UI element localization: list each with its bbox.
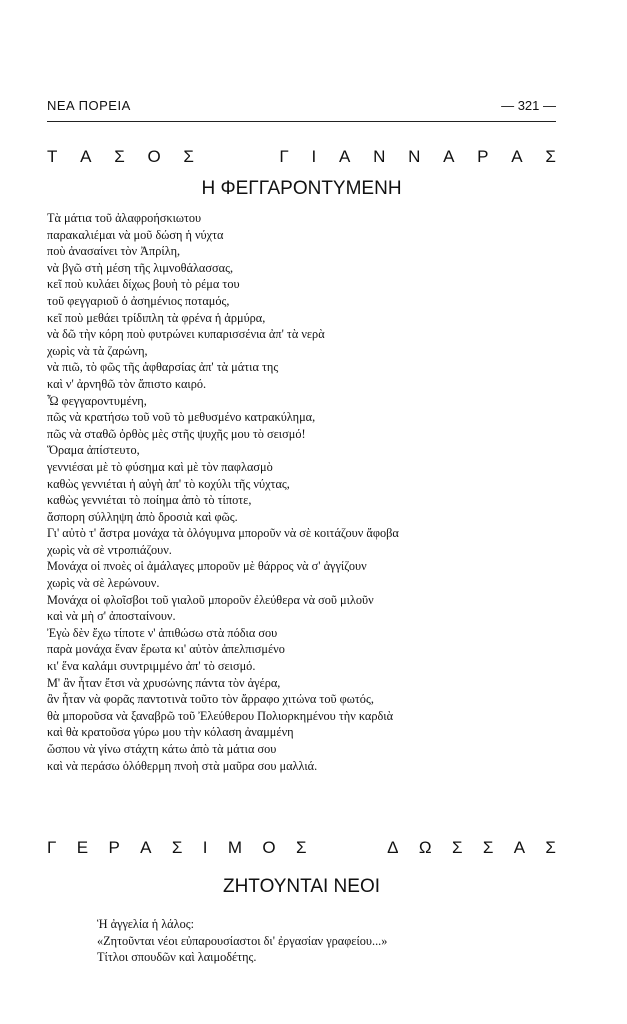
author-letter: Σ <box>114 147 125 166</box>
journal-title: ΝΕΑ ΠΟΡΕΙΑ <box>47 98 131 113</box>
author-letter: Ι <box>202 838 208 857</box>
author-letter: Α <box>140 838 152 857</box>
author-letter: Α <box>443 147 455 166</box>
poem2-body <box>97 916 557 966</box>
author-letter: Ι <box>311 147 317 166</box>
poem-line: Μονάχα οἱ πνοὲς οἱ ἀμάλαγες μποροῦν μὲ θάρρος νὰ σ' ἀγγίζουν <box>47 559 367 574</box>
author-letter: Α <box>513 838 526 857</box>
author-letter: Μ <box>227 838 242 857</box>
poem-line: Ὅραμα ἀπίστευτο, <box>47 443 140 458</box>
author-word-gap <box>327 838 367 858</box>
poem-line: θὰ μποροῦσα νὰ ξαναβρῶ τοῦ Ἐλεύθερου Πολιορκημένου τὴν καρδιὰ <box>47 708 394 723</box>
poem-line: ποὺ ἀνασαίνει τὸν Ἀπρίλη, <box>47 244 181 259</box>
poem-line: χωρὶς νὰ σὲ λερώνουν. <box>47 576 160 591</box>
header-rule <box>47 121 556 122</box>
author-letter: Ν <box>373 147 386 166</box>
author-letter: Δ <box>387 838 399 857</box>
author-letter: Σ <box>482 838 494 857</box>
poem2-author <box>47 838 556 858</box>
poem-line: Τὰ μάτια τοῦ ἀλαφροήσκιωτου <box>47 211 202 225</box>
poem-line: «Ζητοῦνται νέοι εὐπαρουσίαστοι δι' ἐργασίαν γραφείου...» <box>97 933 388 948</box>
author-letter: Σ <box>545 838 556 857</box>
author-letter: Γ <box>47 838 57 857</box>
author-letter: Ρ <box>108 838 120 857</box>
running-head <box>47 98 556 118</box>
poem-line: ἄσπορη σύλληψη ἀπὸ δροσιὰ καὶ φῶς. <box>47 509 238 524</box>
poem-line: κεῖ ποὺ κυλάει δίχως βουὴ τὸ ρέμα του <box>47 277 240 292</box>
author-letter: Ο <box>147 147 161 166</box>
poem1-title: Η ΦΕΓΓΑΡΟΝΤΥΜΕΝΗ <box>201 178 402 199</box>
poem-line: χωρὶς νὰ σὲ ντροπιάζουν. <box>47 542 172 557</box>
poem-line: νὰ βγῶ στὴ μέση τῆς λιμνοθάλασσας, <box>47 260 234 275</box>
author-letter: Τ <box>47 147 58 166</box>
poem-line: καὶ ν' ἀρνηθῶ τὸν ἄπιστο καιρό. <box>47 376 207 391</box>
poem-line: καθὼς γεννιέται τὸ ποίημα ἀπὸ τὸ τίποτε, <box>47 493 252 508</box>
poem-line: γεννιέσαι μὲ τὸ φύσημα καὶ μὲ τὸν παφλασμὸ <box>47 459 273 474</box>
author-letter: Ρ <box>477 147 489 166</box>
poem1-author <box>47 147 556 167</box>
page-number: — 321 — <box>501 98 556 113</box>
poem-line: καὶ νὰ περάσω ὁλόθερμη πνοὴ στὰ μαῦρα σου μαλλιά. <box>47 758 318 773</box>
author-letter: Σ <box>451 838 463 857</box>
poem-line: Ἐγὼ δὲν ἔχω τίποτε ν' ἀπιθώσω στὰ πόδια σου <box>47 625 278 640</box>
poem-line: χωρὶς νὰ τὰ ζαρώνη, <box>47 343 148 358</box>
poem-line: Γι' αὐτὸ τ' ἄστρα μονάχα τὰ ὀλόγυμνα μποροῦν νὰ σὲ κοιτάζουν ἄφοβα <box>47 526 399 541</box>
poem-line: παρακαλιέμαι νὰ μοῦ δώση ἡ νύχτα <box>47 227 224 242</box>
poem-line: καθὼς γεννιέται ἡ αὐγὴ ἀπ' τὸ κοχύλι τῆς νύχτας, <box>47 476 290 491</box>
author-letter: Σ <box>545 147 556 166</box>
poem-line: κι' ἕνα καλάμι συντριμμένο ἀπ' τὸ σεισμό. <box>47 659 256 674</box>
poem-line: πῶς νὰ σταθῶ ὀρθὸς μὲς στῆς ψυχῆς μου τὸ σεισμό! <box>47 426 306 441</box>
poem-line: καὶ θὰ κρατοῦσα γύρω μου τὴν κόλαση ἀναμμένη <box>47 725 294 740</box>
poem-line: τοῦ φεγγαριοῦ ὁ ἀσημένιος ποταμός, <box>47 293 230 308</box>
poem-line: Τίτλοι σπουδῶν καὶ λαιμοδέτης. <box>97 950 257 965</box>
author-letter: Α <box>511 147 523 166</box>
author-letter: Α <box>80 147 92 166</box>
poem-line: Μ' ἂν ἦταν ἔτσι νὰ χρυσώνης πάντα τὸν ἀγέρα, <box>47 675 281 690</box>
poem-line: καὶ νὰ μὴ σ' ἀποσταίνουν. <box>47 609 176 624</box>
author-letter: Γ <box>279 147 289 166</box>
poem-line: Μονάχα οἱ φλοῖσβοι τοῦ γιαλοῦ μποροῦν ἐλεύθερα νὰ σοῦ μιλοῦν <box>47 592 374 607</box>
author-letter: Σ <box>295 838 307 857</box>
poem-line: Ὦ φεγγαροντυμένη, <box>47 393 147 408</box>
author-word-gap <box>217 147 257 167</box>
poem-line: πῶς νὰ κρατήσω τοῦ νοῦ τὸ μεθυσμένο κατρακύλημα, <box>47 410 316 425</box>
poem-line: νὰ πιῶ, τὸ φῶς τῆς ἀφθαρσίας ἀπ' τὰ μάτια της <box>47 360 279 375</box>
author-letter: Ω <box>418 838 432 857</box>
poem-line: κεῖ ποὺ μεθάει τρίδιπλη τὰ φρένα ἡ ἁρμύρα, <box>47 310 266 325</box>
author-letter: Α <box>338 147 351 166</box>
author-letter: Ν <box>408 147 421 166</box>
author-letter: Σ <box>171 838 183 857</box>
poem-line: Ἡ ἀγγελία ἡ λάλος: <box>97 917 195 931</box>
author-letter: Ο <box>262 838 276 857</box>
poem-line: νὰ δῶ τὴν κόρη ποὺ φυτρώνει κυπαρισσένια ἀπ' τὰ νερὰ <box>47 327 325 342</box>
poem-line: ἂν ἦταν νὰ φορᾶς παντοτινὰ τοῦτο τὸν ἄρραφο χιτώνα τοῦ φωτός, <box>47 692 374 707</box>
poem2-title: ΖΗΤΟΥΝΤΑΙ ΝΕΟΙ <box>222 876 381 897</box>
author-letter: Ε <box>76 838 89 857</box>
poem1-body <box>47 210 572 774</box>
author-letter: Σ <box>183 147 194 166</box>
poem-line: ὥσπου νὰ γίνω στάχτη κάτω ἀπὸ τὰ μάτια σου <box>47 742 277 756</box>
poem-line: παρὰ μονάχα ἕναν ἔρωτα κι' αὐτὸν ἀπελπισμένο <box>47 642 285 657</box>
